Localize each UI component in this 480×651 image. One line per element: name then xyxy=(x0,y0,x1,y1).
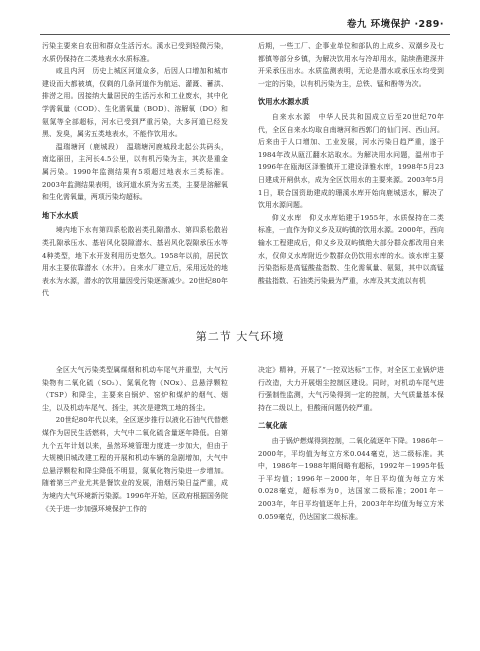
running-title: 卷九 环境保护 ·289· xyxy=(346,19,444,30)
river-text: 温瑞塘河鹿城段北起公共码头，南迄丽田，主河长4.5公里，以有机污染为主，其次是重金属污染。1990年监测结果有5项超过地表水三类标准。2003年监测结果表明，该河道水质为劣五类，主要是溶解氧和生化需氧量，两项污染均超标。 xyxy=(42,142,228,202)
source-paragraph xyxy=(258,111,444,212)
section-title: 第二节 大气环境 xyxy=(195,330,285,343)
source-paragraph xyxy=(258,212,444,288)
so2-paragraph: 由于锅炉燃煤得到控制，二氧化硫逐年下降。1986年－2000年，平均值为每立方米0.044毫克，达二级标准。其中，1986年－1988年期间略有超标，1992年－1995年低于平均值；1996年－2000年，年日平均值为每立方米0.028毫克，超标率为0，达国家二级标准；2001年－2003年，年日平均值逐年上升，2003年年均值为每立方米0.059毫克，仍达国家二级标准。 xyxy=(258,436,444,521)
river-paragraph xyxy=(42,65,228,141)
column-bottom-left xyxy=(42,364,228,515)
river-name: 温瑞塘河（鹿城段） xyxy=(55,142,120,151)
source-text: 仰义水库始建于1955年，水质保持在二类标准，一直作为仰义乡及双屿镇的饮用水源。2000年，西向输水工程建成后，仰义乡及双屿镇绝大部分群众都改用自来水，仅仰义水库附近少数群众仍饮用水库的水。该水库主要污染指标是高锰酸盐指数、生化需氧量、氨氮，其中以高锰酸盐指数、石油类污染最为严重，水库及其支流以有机 xyxy=(258,213,444,285)
header-rule xyxy=(40,34,450,35)
groundwater-heading: 地下水水质 xyxy=(42,210,79,220)
continuation-paragraph: 后期，一些工厂、企事业单位和部队的上成乡、双潮乡及七都镇等部分乡镇，为解决饮用水与冷却用水，陆续凿建深井开采承压出水。水质监测表明，无论是潜水或承压水均受到一定的污染，以有机污染为主，总铁、锰和酚等为次。 xyxy=(258,42,444,88)
source-text: 中华人民共和国成立后至20世纪70年代，全区自来水均取自南塘河和西郭门的仙门河、西山河。后来由于人口增加、工业发展，河水污染日趋严重，遂于1984年改从瓯江翻水站取水。为解决用水问题，温州市于1996年在瓯海区泽雅镇开工建设泽雅水库，1998年5月23日建成开闸供水，成为全区饮用水的主要来源。2003年5月1日，联合国资助建成的珊溪水库开始向鹿城送水，解决了饮用水源问题。 xyxy=(258,112,444,210)
river-name: 咸且内河 xyxy=(55,67,86,76)
groundwater-paragraph: 境内地下水有第四系松散岩类孔隙潜水、第四系松散岩类孔隙承压水、基岩风化裂隙潜水、基岩风化裂隙承压水等4种类型，地下水开发利用历史悠久。1958年以前，居民饮用水主要依靠潜水（水井）。自来水厂建立后，采用远处的地表水为水源，潜水的饮用量因受污染逐渐减少。20世纪80年代 xyxy=(42,226,228,298)
river-paragraph xyxy=(42,141,228,204)
air-paragraph: 全区大气污染类型属煤烟和机动车尾气并重型，大气污染物有二氧化硫（SO₂）、氮氧化物（NOx）、总悬浮颗粒（TSP）和降尘，主要来自锅炉、窑炉和煤炉的烟气、烟尘，以及机动车尾气、扬尘，其次是建筑工地的扬尘。 xyxy=(42,366,228,412)
column-bottom-right xyxy=(258,364,444,523)
air-paragraph: 20世纪80年代以来，全区逐步推行以液化石油气代替燃煤作为居民生活燃料，大气中二氧化硫含量逐年降低。自第九个五年计划以来，虽然环境管理力度进一步加大，但由于大规模旧城改建工程的开展和机动车辆的急剧增加，大气中总悬浮颗粒和降尘降低不明显，氮氧化物污染进一步增加。随着第三产业尤其是餐饮业的发展，油烟污染日益严重，成为境内大气环境新污染源。1996年开始，区政府根据国务院《关于进一步加强环境保护工作的 xyxy=(42,416,228,513)
column-top-right xyxy=(258,40,444,287)
intro-paragraph: 污染主要来自农田和群众生活污水。溪水已受到轻微污染，水质仍保持在二类地表水水质标准。 xyxy=(42,42,228,63)
column-top-left xyxy=(42,40,228,300)
river-text: 历史上城区河道众多，后因人口增加和城市建设而大都被填，仅剩的几条河道作为航运、灌溉、蓄洪、排涝之用。因接纳大量居民的生活污水和工业废水，其中化学需氧量（COD）、生化需氧量（BOD）、溶解氧（DO）和氨氮等全部超标，河水已受到严重污染，大多河道已经发黑、发臭，属劣五类地表水，不能作饮用水。 xyxy=(42,67,228,139)
source-name: 仰义水库 xyxy=(271,213,302,222)
so2-heading: 二氧化硫 xyxy=(258,421,288,431)
page-header xyxy=(0,0,480,40)
air-continuation-paragraph: 决定》精神，开展了“一控双达标”工作，对全区工业锅炉进行改造，大力开展烟尘控制区建设。同时，对机动车尾气进行强制性监测，大气污染得到一定的控制，大气质量基本保持在二级以上，但酸雨问题仍较严重。 xyxy=(258,366,444,412)
source-name: 自来水水源 xyxy=(271,112,311,121)
drinking-water-heading: 饮用水水源水质 xyxy=(258,97,310,107)
